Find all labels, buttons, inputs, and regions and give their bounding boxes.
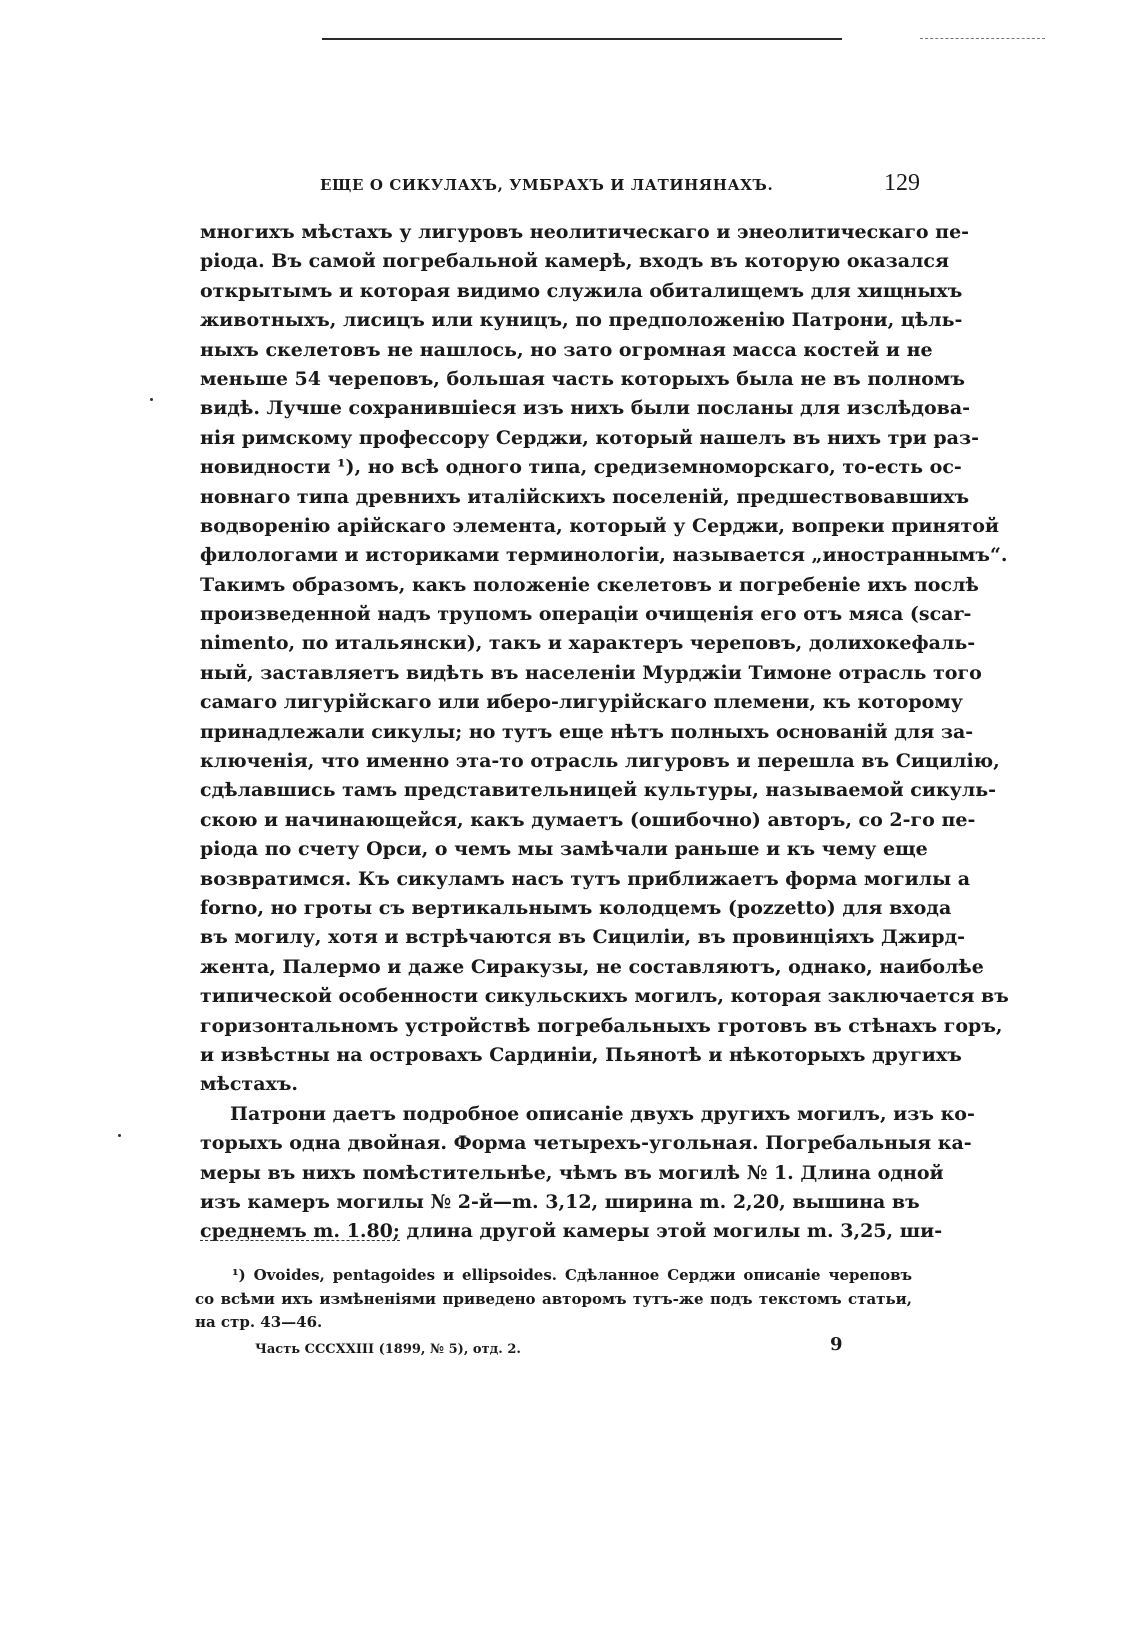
text-line: животныхъ, лисицъ или куницъ, по предположенію Патрони, цѣль- [200,309,963,332]
text-line: торыхъ одна двойная. Форма четырехъ-угольная. Погребальныя ка- [200,1132,972,1155]
text-line: ключенія, что именно эта-то отрасль лигуровъ и перешла въ Сицилію, [200,750,1000,773]
text-line: forno, но гроты съ вертикальнымъ колодцемъ (pozzetto) для входа [200,896,952,919]
text-line: жента, Палермо и даже Сиракузы, не составляютъ, однако, наиболѣе [200,955,984,978]
text-line: Такимъ образомъ, какъ положеніе скелетовъ и погребеніе ихъ послѣ [200,573,979,596]
sheet-number: 9 [830,1334,843,1355]
text-line: видѣ. Лучше сохранившіеся изъ нихъ были посланы для изслѣдова- [200,397,971,420]
scan-speck [150,398,153,401]
text-line: и извѣстны на островахъ Сардиніи, Пьянотѣ и нѣкоторыхъ другихъ [200,1043,962,1066]
footnote-separator [200,1240,400,1241]
text-line: изъ камеръ могилы № 2-й—m. 3,12, ширина m. 2,20, вышина въ [200,1190,920,1213]
text-line: среднемъ m. 1.80; длина другой камеры этой могилы m. 3,25, ши- [200,1220,943,1243]
body-text [200,218,1009,1247]
text-line: Патрони даетъ подробное описаніе двухъ другихъ могилъ, изъ ко- [230,1102,975,1125]
text-line: новидности ¹), но всѣ одного типа, средиземноморскаго, то-есть ос- [200,456,962,479]
text-line: ріода по счету Орси, о чемъ мы замѣчали раньше и къ чему еще [200,838,928,861]
text-line: ріода. Въ самой погребальной камерѣ, входъ въ которую оказался [200,250,950,273]
text-line: возвратимся. Къ сикуламъ насъ тутъ приближаетъ форма могилы a [200,867,971,890]
running-title: ЕЩЕ О СИКУЛАХЪ, УМБРАХЪ И ЛАТИНЯНАХЪ. [320,176,774,194]
footnote-line: со всѣми ихъ измѣненіями приведено авторомъ тутъ-же подъ текстомъ статьи, [195,1289,912,1308]
footnote-line: на стр. 43—46. [195,1313,323,1331]
text-line: ныхъ скелетовъ не нашлось, но зато огромная масса костей и не [200,338,933,361]
text-line: меньше 54 череповъ, большая часть которыхъ была не въ полномъ [200,367,965,390]
scan-edge-rule-faint [920,38,1045,39]
text-line: нія римскому профессору Серджи, который нашелъ въ нихъ три раз- [200,426,979,449]
text-line: открытымъ и которая видимо служила обиталищемъ для хищныхъ [200,279,963,302]
page-header [300,170,920,200]
text-line: принадлежали сикулы; но тутъ еще нѣтъ полныхъ основаній для за- [200,720,974,743]
text-line: филологами и историками терминологіи, называется „иностраннымъ“. [200,544,1008,567]
text-line: меры въ нихъ помѣстительнѣе, чѣмъ въ могилѣ № 1. Длина одной [200,1161,944,1184]
text-line: въ могилу, хотя и встрѣчаются въ Сициліи, въ провинціяхъ Джирд- [200,926,966,949]
text-line: произведенной надъ трупомъ операціи очищенія его отъ мяса (scar- [200,603,972,626]
text-line: водворенію арійскаго элемента, который у Серджи, вопреки принятой [200,514,999,537]
text-line: типической особенности сикульскихъ могилъ, которая заключается въ [200,985,1009,1008]
text-line: горизонтальномъ устройствѣ погребальныхъ гротовъ въ стѣнахъ горъ, [200,1014,1003,1037]
text-line: самаго лигурійскаго или иберо-лигурійскаго племени, къ которому [200,691,963,714]
printer-signature: Часть CCCXXIII (1899, № 5), отд. 2. [255,1342,521,1357]
text-line: nimento, по итальянски), такъ и характеръ череповъ, долихокефаль- [200,632,976,655]
footnote-line: ¹) Ovoides, pentagoides и ellipsoides. Сдѣланное Серджи описаніе череповъ [232,1266,912,1284]
text-line: многихъ мѣстахъ у лигуровъ неолитическаго и энеолитическаго пе- [200,221,970,243]
text-line: сдѣлавшись тамъ представительницей культуры, называемой сикуль- [200,779,997,802]
text-line: новнаго типа древнихъ италійскихъ поселеній, предшествовавшихъ [200,485,970,508]
text-line: скою и начинающейся, какъ думаетъ (ошибочно) авторъ, со 2-го пе- [200,808,976,831]
page-number: 129 [884,170,920,196]
scan-edge-rule [322,38,842,40]
text-line: ный, заставляетъ видѣть въ населеніи Мурджіи Тимоне отрасль того [200,661,982,684]
scan-speck [118,1134,121,1137]
footnote [195,1264,912,1335]
text-line: мѣстахъ. [200,1073,299,1096]
